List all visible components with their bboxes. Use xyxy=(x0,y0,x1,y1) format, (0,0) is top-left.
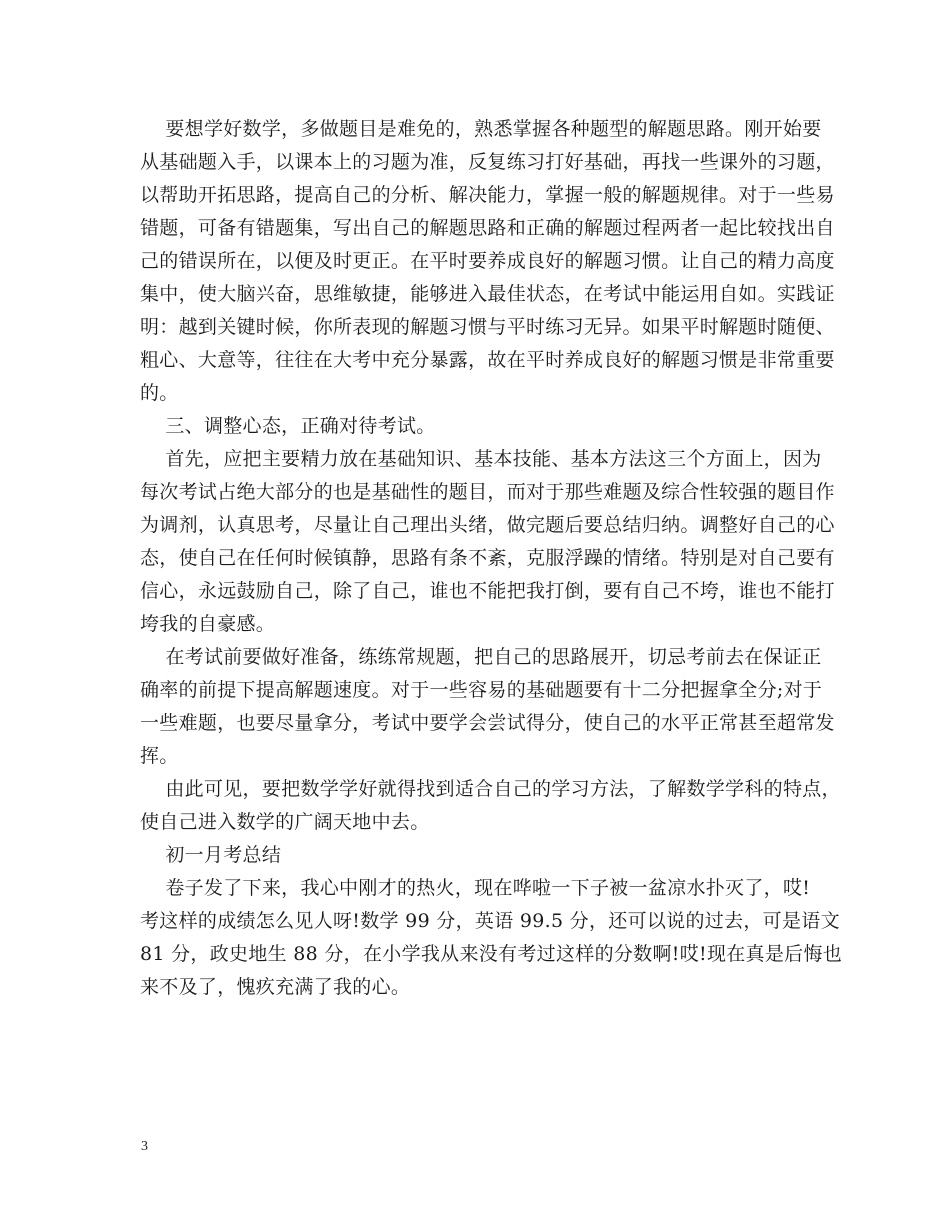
text-line: 的。 xyxy=(140,382,179,404)
text-line: 己的错误所在，以便及时更正。在平时要养成良好的解题习惯。让自己的精力高度 xyxy=(140,250,835,272)
text-line: 错题，可备有错题集，写出自己的解题思路和正确的解题过程两者一起比较找出自 xyxy=(140,217,835,239)
text-line: 态，使自己在任何时候镇静，思路有条不紊，克服浮躁的情绪。特别是对自己要有 xyxy=(140,547,835,569)
text-line: 使自己进入数学的广阔天地中去。 xyxy=(140,811,430,833)
text-line: 集中，使大脑兴奋，思维敏捷，能够进入最佳状态，在考试中能运用自如。实践证 xyxy=(140,283,835,305)
text-line: 挥。 xyxy=(140,745,179,767)
text-line: 由此可见，要把数学学好就得找到适合自己的学习方法，了解数学学科的特点， xyxy=(140,778,841,800)
text-line: 每次考试占绝大部分的也是基础性的题目，而对于那些难题及综合性较强的题目作 xyxy=(140,481,835,503)
text-line: 垮我的自豪感。 xyxy=(140,613,276,635)
document-body xyxy=(140,113,843,1004)
text-line: 明：越到关键时候，你所表现的解题习惯与平时练习无异。如果平时解题时随便、 xyxy=(140,316,835,338)
text-line: 来不及了，愧疚充满了我的心。 xyxy=(140,976,411,998)
text-line: 以帮助开拓思路，提高自己的分析、解决能力，掌握一般的解题规律。对于一些易 xyxy=(140,184,835,206)
text-line: 卷子发了下来，我心中刚才的热火，现在哗啦一下子被一盆凉水扑灭了，哎! xyxy=(140,877,811,899)
text-line: 粗心、大意等，往往在大考中充分暴露，故在平时养成良好的解题习惯是非常重要 xyxy=(140,349,835,371)
section-heading: 初一月考总结 xyxy=(140,844,282,866)
text-line: 考这样的成绩怎么见人呀!数学 99 分，英语 99.5 分，还可以说的过去，可是语文 xyxy=(140,910,840,932)
section-heading: 三、调整心态，正确对待考试。 xyxy=(140,415,436,437)
text-line: 81 分，政史地生 88 分，在小学我从来没有考过这样的分数啊!哎!现在真是后悔也 xyxy=(140,943,843,965)
text-line: 在考试前要做好准备，练练常规题，把自己的思路展开，切忌考前去在保证正 xyxy=(140,646,822,668)
text-line: 要想学好数学，多做题目是难免的，熟悉掌握各种题型的解题思路。刚开始要 xyxy=(140,118,822,140)
page-number: 3 xyxy=(141,1139,148,1154)
text-line: 确率的前提下提高解题速度。对于一些容易的基础题要有十二分把握拿全分;对于 xyxy=(140,679,823,701)
text-line: 为调剂，认真思考，尽量让自己理出头绪，做完题后要总结归纳。调整好自己的心 xyxy=(140,514,835,536)
text-line: 首先，应把主要精力放在基础知识、基本技能、基本方法这三个方面上，因为 xyxy=(140,448,822,470)
text-line: 信心，永远鼓励自己，除了自己，谁也不能把我打倒，要有自己不垮，谁也不能打 xyxy=(140,580,835,602)
text-line: 从基础题入手，以课本上的习题为准，反复练习打好基础，再找一些课外的习题， xyxy=(140,151,835,173)
text-line: 一些难题，也要尽量拿分，考试中要学会尝试得分，使自己的水平正常甚至超常发 xyxy=(140,712,835,734)
